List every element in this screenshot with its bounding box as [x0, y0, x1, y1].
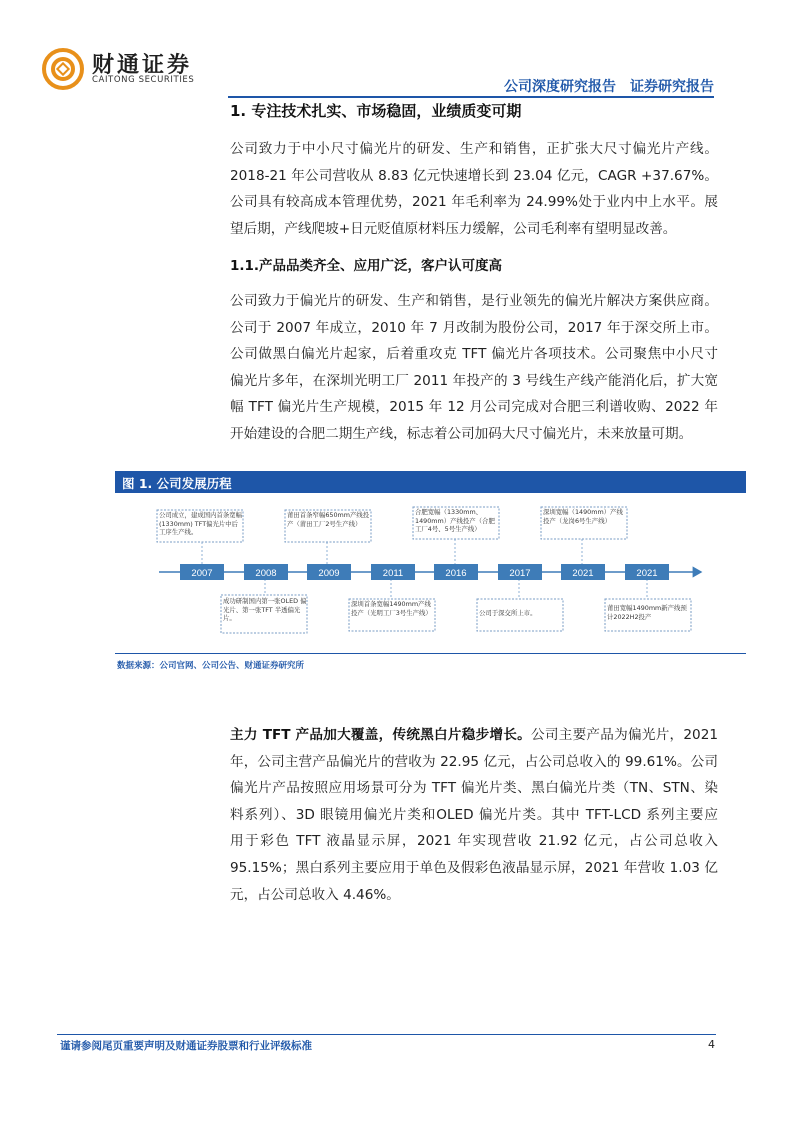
- paragraph-line: 料系列）、3D 眼镜用偏光片类和OLED 偏光片类。其中 TFT-LCD 系列主要应: [230, 806, 718, 823]
- paragraph-line: 开始建设的合肥二期生产线，标志着公司加码大尺寸偏光片，未来放量可期。: [230, 425, 693, 442]
- year-label: 2011: [382, 568, 404, 579]
- timeline-event-2009: 莆田首条窄幅650mm产线投产（莆田工厂2号生产线）: [287, 511, 370, 528]
- year-marker: [244, 564, 288, 580]
- paragraph-line: 偏光片产品按照应用场景可分为 TFT 偏光片类、黑白偏光片类（TN、STN、染: [230, 780, 718, 797]
- figure-bottom-rule: [115, 653, 746, 654]
- year-marker: [561, 564, 605, 580]
- paragraph-line: 偏光片多年，在深圳光明工厂 2011 年投产的 3 号线生产线产能消化后，扩大宽: [230, 372, 718, 389]
- paragraph-lead: 主力 TFT 产品加大覆盖，传统黑白片稳步增长。: [230, 727, 532, 743]
- timeline-event-2011: 深圳首条宽幅1490mm产线投产（光明工厂3号生产线）: [351, 600, 432, 617]
- figure-title: 图 1. 公司发展历程: [122, 476, 232, 491]
- section-1-1-heading: 1.1.产品品类齐全、应用广泛，客户认可度高: [230, 258, 503, 274]
- year-marker: [625, 564, 669, 580]
- paragraph-lead-rest: 公司主要产品为偏光片，2021: [531, 727, 718, 743]
- logo-chinese-name: 财通证券: [92, 53, 193, 78]
- company-timeline-diagram: [115, 495, 746, 651]
- paragraph-line: 公司致力于中小尺寸偏光片的研发、生产和销售，正扩张大尺寸偏光片产线。: [230, 141, 718, 157]
- timeline-event-2007: 公司成立，建成国内首条宽幅(1330mm) TFT偏光片中后工序生产线。: [159, 511, 243, 536]
- year-label: 2008: [255, 568, 277, 579]
- timeline-event-2021-putian: 莆田宽幅1490mm新产线预计2022H2投产: [607, 604, 687, 621]
- year-marker: [307, 564, 351, 580]
- year-label: 2009: [318, 568, 340, 579]
- tft-paragraph: [230, 722, 718, 908]
- footer-disclaimer: 谨请参阅尾页重要声明及财通证券股票和行业评级标准: [60, 1040, 312, 1052]
- timeline-event-2008: 成功研制国内第一张OLED 偏光片、第一张TFT 半透偏光片。: [223, 597, 307, 622]
- paragraph-line: 95.15%；黑白系列主要应用于单色及假彩色液晶显示屏，2021 年营收 1.03 亿: [230, 859, 718, 876]
- year-label: 2017: [509, 568, 531, 579]
- section-1-1-paragraph: [230, 288, 718, 448]
- page-number: 4: [708, 1038, 715, 1051]
- year-marker: [434, 564, 478, 580]
- paragraph-line: 2018-21 年公司营收从 8.83 亿元快速增长到 23.04 亿元，CAGR +37.67%。: [230, 167, 718, 184]
- header-divider: [228, 96, 714, 98]
- footer-divider: [57, 1034, 716, 1035]
- year-label: 2016: [445, 568, 467, 579]
- paragraph-line: 幅 TFT 偏光片生产规模，2015 年 12 月公司完成对合肥三利谱收购、2022 年: [230, 399, 718, 416]
- paragraph-line: 元，占公司总收入 4.46%。: [230, 886, 400, 903]
- paragraph-line: 公司具有较高成本管理优势，2021 年毛利率为 24.99%处于业内中上水平。展: [230, 194, 718, 211]
- year-label: 2007: [191, 568, 213, 579]
- paragraph-line: 公司致力于偏光片的研发、生产和销售，是行业领先的偏光片解决方案供应商。: [230, 293, 718, 309]
- paragraph-line: 望后期，产线爬坡+日元贬值原材料压力缓解，公司毛利率有望明显改善。: [230, 220, 677, 237]
- year-marker: [371, 564, 415, 580]
- year-label: 2021: [636, 568, 658, 579]
- paragraph-line: [230, 722, 718, 749]
- paragraph-line: 用于彩色 TFT 液晶显示屏，2021 年实现营收 21.92 亿元，占公司总收入: [230, 833, 718, 850]
- caitong-logo-icon: [42, 48, 84, 90]
- timeline-event-2017: 公司于深交所上市。: [479, 609, 537, 617]
- paragraph-line: 公司做黑白偏光片起家，后着重攻克 TFT 偏光片各项技术。公司聚焦中小尺寸: [230, 346, 718, 363]
- report-type-title: 公司深度研究报告 证券研究报告: [504, 79, 714, 95]
- figure-source: 数据来源：公司官网、公司公告、财通证券研究所: [117, 661, 305, 671]
- year-label: 2021: [572, 568, 594, 579]
- timeline-event-2021-shenzhen: 深圳宽幅（1490mm）产线投产（龙岗6号生产线）: [543, 508, 623, 525]
- timeline-event-2016: 合肥宽幅（1330mm、1490mm）产线投产（合肥工厂4号、5号生产线）: [415, 508, 495, 533]
- logo-english-name: CAITONG SECURITIES: [92, 75, 195, 85]
- paragraph-line: 年，公司主营产品偏光片的营收为 22.95 亿元，占公司总收入的 99.61%。公司: [230, 753, 718, 770]
- section-1-paragraph: [230, 136, 718, 242]
- paragraph-line: 公司于 2007 年成立，2010 年 7 月改制为股份公司，2017 年于深交所上市。: [230, 319, 718, 336]
- section-1-heading: 1. 专注技术扎实、市场稳固，业绩质变可期: [230, 102, 522, 120]
- year-marker: [498, 564, 542, 580]
- year-marker: [180, 564, 224, 580]
